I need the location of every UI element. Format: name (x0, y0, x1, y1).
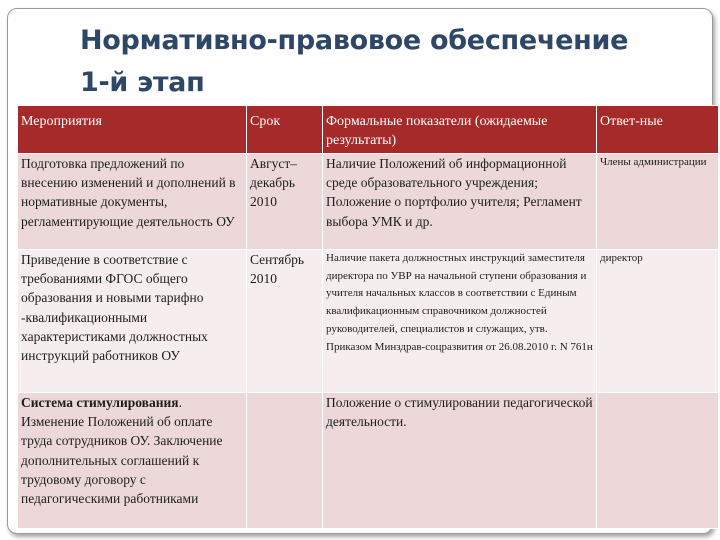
cell-responsible: Члены администрации (597, 154, 719, 250)
slide-title (80, 20, 700, 104)
cell-responsible (597, 393, 719, 529)
header-term: Срок (247, 106, 323, 154)
cell-results: Наличие пакета должностных инструкций заместителя директора по УВР на начальной ступени образования и учителя начальных классов в соответствии с Единым квалификационным справочником должностей руководителей, специалистов и служащих, утв. Приказом Минздрав-соцразвития от 26.08.2010 г. N 761н (323, 250, 597, 393)
table-row (18, 154, 719, 250)
header-results: Формальные показатели (ожидаемые результаты) (323, 106, 597, 154)
table-row (18, 393, 719, 529)
cell-results: Наличие Положений об информационной среде образовательного учреждения; Положение о портфолио учителя; Регламент выбора УМК и др. (323, 154, 597, 250)
cell-responsible: директор (597, 250, 719, 393)
activity-bold-text: Система стимулирования (21, 395, 179, 410)
activity-text: . Изменение Положений об оплате труда сотрудников ОУ. Заключение дополнительных соглашений к трудовому договору с педагогическими работниками (21, 395, 223, 507)
table-row (18, 250, 719, 393)
cell-results: Положение о стимулировании педагогической деятельности. (323, 393, 597, 529)
header-responsible: Ответ-ные (597, 106, 719, 154)
cell-term (247, 393, 323, 529)
header-activity: Мероприятия (18, 106, 247, 154)
cell-activity: Приведение в соответствие с требованиями ФГОС общего образования и новыми тарифно -квалификационными характеристиками должностных инструкций работников ОУ (18, 250, 247, 393)
cell-term: Август–декабрь 2010 (247, 154, 323, 250)
plan-table (17, 105, 719, 529)
title-line-1: Нормативно-правовое обеспечение (80, 25, 629, 56)
title-line-2: 1-й этап (80, 67, 205, 98)
cell-activity (18, 393, 247, 529)
cell-term: Сентябрь 2010 (247, 250, 323, 393)
cell-activity: Подготовка предложений по внесению изменений и дополнений в нормативные документы, регламентирующие деятельность ОУ (18, 154, 247, 250)
table-header-row (18, 106, 719, 154)
